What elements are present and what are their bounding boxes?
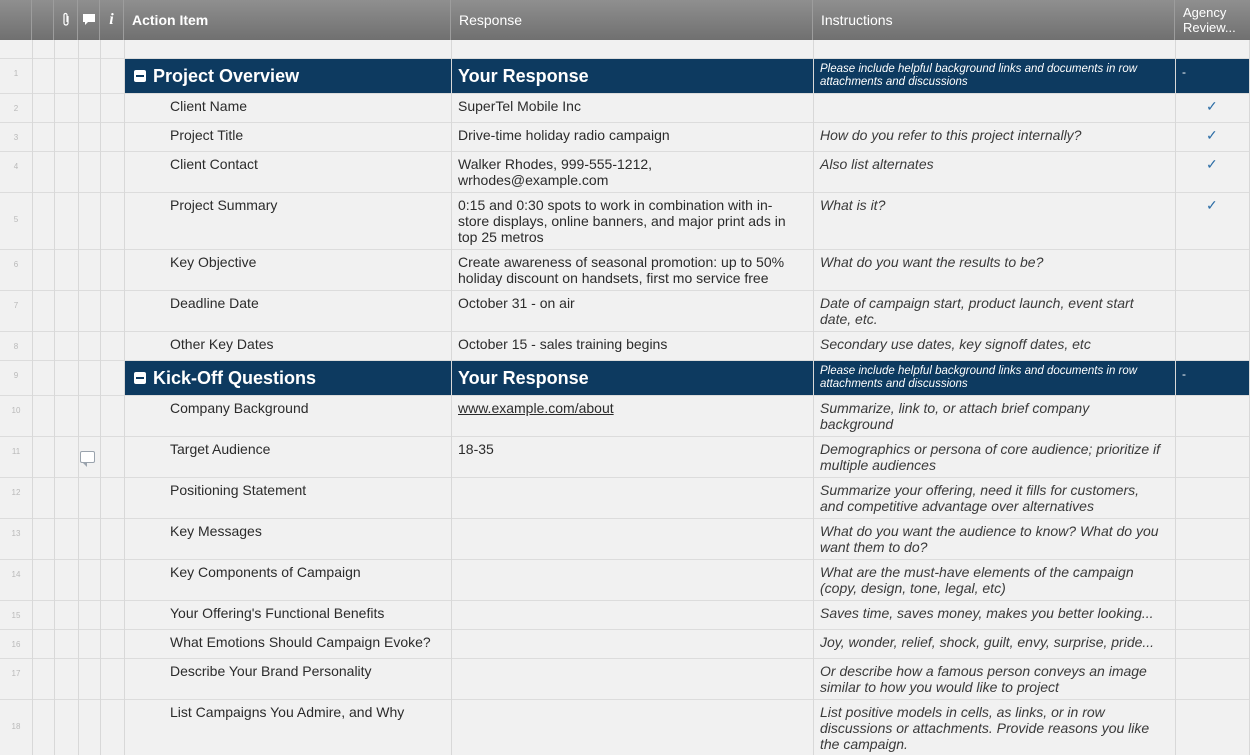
table-row[interactable] [0, 291, 1250, 332]
instructions-cell[interactable]: What do you want the results to be? [820, 254, 1044, 270]
row-number: 2 [13, 104, 19, 113]
row-number: 14 [11, 570, 21, 579]
instructions-cell[interactable]: Joy, wonder, relief, shock, guilt, envy, surprise, pride... [820, 634, 1155, 650]
response-cell[interactable]: October 31 - on air [458, 295, 575, 311]
section-title: Project Overview [153, 66, 300, 86]
response-header[interactable]: Response [451, 0, 813, 40]
section-review-value: - [1182, 65, 1186, 79]
instructions-cell[interactable]: What is it? [820, 197, 886, 213]
action-item-cell[interactable]: Project Summary [170, 197, 278, 213]
row-number-header [0, 0, 32, 40]
action-item-cell[interactable]: Client Name [170, 98, 248, 114]
row-action-header [32, 0, 54, 40]
action-item-cell[interactable]: List Campaigns You Admire, and Why [170, 704, 405, 720]
column-header-bar [0, 0, 1250, 41]
instructions-cell[interactable]: Summarize your offering, need it fills for customers, and competitive advantage over alternatives [820, 482, 1140, 514]
action-item-cell[interactable]: Positioning Statement [170, 482, 307, 498]
action-item-cell[interactable]: Key Messages [170, 523, 262, 539]
table-row[interactable] [0, 332, 1250, 361]
action-item-cell[interactable]: Company Background [170, 400, 309, 416]
response-cell[interactable]: Create awareness of seasonal promotion: up to 50% holiday discount on handsets, first mo service free [458, 254, 785, 286]
response-cell[interactable]: 0:15 and 0:30 spots to work in combination with in-store displays, online banners, and major print ads in top 25 metros [458, 197, 786, 245]
row-number: 7 [13, 301, 19, 310]
row-number: 3 [13, 133, 19, 142]
section-review-value: - [1182, 367, 1186, 381]
comments-column-header[interactable] [78, 0, 100, 40]
instructions-cell[interactable]: List positive models in cells, as links, or in row discussions or attachments. Provide reasons you like the campaign. [820, 704, 1150, 752]
response-cell[interactable] [458, 400, 803, 416]
row-number: 17 [11, 669, 21, 678]
response-cell[interactable]: 18-35 [458, 441, 494, 457]
row-number: 10 [11, 406, 21, 415]
row-number: 6 [13, 260, 19, 269]
blank-row [0, 40, 1250, 59]
row-number: 12 [11, 488, 21, 497]
action-item-cell[interactable]: Key Objective [170, 254, 257, 270]
table-row[interactable] [0, 437, 1250, 478]
checkmark-icon[interactable]: ✓ [1206, 156, 1218, 172]
section-row-kick-off-questions[interactable] [0, 361, 1250, 396]
table-row[interactable] [0, 560, 1250, 601]
action-item-cell[interactable]: What Emotions Should Campaign Evoke? [170, 634, 431, 650]
table-row[interactable] [0, 152, 1250, 193]
attachments-column-header[interactable] [54, 0, 78, 40]
grid-line [78, 40, 79, 755]
grid-line [1175, 40, 1176, 755]
table-row[interactable] [0, 193, 1250, 250]
action-item-cell[interactable]: Your Offering's Functional Benefits [170, 605, 385, 621]
action-item-cell[interactable]: Client Contact [170, 156, 258, 172]
instructions-cell[interactable]: Saves time, saves money, makes you better looking... [820, 605, 1154, 621]
section-title: Kick-Off Questions [153, 368, 317, 388]
instructions-header[interactable]: Instructions [813, 0, 1175, 40]
row-number: 8 [13, 342, 19, 351]
table-row[interactable] [0, 700, 1250, 755]
collapse-toggle-icon[interactable] [134, 70, 146, 82]
instructions-cell[interactable]: Demographics or persona of core audience; prioritize if multiple audiences [820, 441, 1161, 473]
table-row[interactable] [0, 250, 1250, 291]
paperclip-icon [61, 12, 71, 28]
response-cell[interactable]: Walker Rhodes, 999-555-1212, wrhodes@example.com [458, 156, 653, 188]
table-row[interactable] [0, 396, 1250, 437]
row-number: 1 [13, 69, 19, 78]
instructions-cell[interactable]: Secondary use dates, key signoff dates, etc [820, 336, 1091, 352]
response-link[interactable]: www.example.com/about [458, 400, 614, 416]
response-cell[interactable]: SuperTel Mobile Inc [458, 98, 581, 114]
table-row[interactable] [0, 123, 1250, 152]
action-item-cell[interactable]: Key Components of Campaign [170, 564, 361, 580]
response-cell[interactable]: Drive-time holiday radio campaign [458, 127, 670, 143]
table-row[interactable] [0, 659, 1250, 700]
action-item-cell[interactable]: Other Key Dates [170, 336, 274, 352]
instructions-cell[interactable]: Also list alternates [820, 156, 934, 172]
row-number: 16 [11, 640, 21, 649]
agency-review-header[interactable]: Agency Review... [1183, 5, 1236, 35]
response-cell[interactable]: October 15 - sales training begins [458, 336, 668, 352]
checkmark-icon[interactable]: ✓ [1206, 98, 1218, 114]
table-row[interactable] [0, 630, 1250, 659]
grid-line [32, 40, 33, 755]
grid-line [100, 40, 101, 755]
section-instructions: Please include helpful background links and documents in row attachments and discussions [820, 365, 1138, 390]
instructions-cell[interactable]: Summarize, link to, or attach brief company background [820, 400, 1090, 432]
grid-line [54, 40, 55, 755]
section-row-project-overview[interactable] [0, 59, 1250, 94]
row-number: 11 [11, 447, 21, 456]
table-row[interactable] [0, 478, 1250, 519]
table-row[interactable] [0, 519, 1250, 560]
row-number: 9 [13, 371, 19, 380]
action-item-cell[interactable]: Target Audience [170, 441, 271, 457]
row-number: 5 [13, 215, 19, 224]
instructions-cell[interactable]: Or describe how a famous person conveys an image similar to how you would like to project [820, 663, 1147, 695]
row-number: 4 [13, 162, 19, 171]
table-row[interactable] [0, 601, 1250, 630]
instructions-cell[interactable]: What are the must-have elements of the campaign (copy, design, tone, legal, etc) [820, 564, 1134, 596]
grid-line [451, 40, 452, 755]
info-icon[interactable]: i [100, 0, 124, 40]
action-item-cell[interactable]: Project Title [170, 127, 244, 143]
checkmark-icon[interactable]: ✓ [1206, 127, 1218, 143]
table-row[interactable] [0, 94, 1250, 123]
instructions-cell[interactable]: What do you want the audience to know? What do you want them to do? [820, 523, 1159, 555]
comment-icon [82, 13, 96, 27]
action-item-cell[interactable]: Describe Your Brand Personality [170, 663, 372, 679]
action-item-header[interactable]: Action Item [124, 0, 451, 40]
instructions-cell[interactable]: Date of campaign start, product launch, event start date, etc. [820, 295, 1134, 327]
action-item-cell[interactable]: Deadline Date [170, 295, 259, 311]
collapse-toggle-icon[interactable] [134, 372, 146, 384]
instructions-cell[interactable]: How do you refer to this project internally? [820, 127, 1082, 143]
section-response-label: Your Response [458, 368, 589, 388]
section-instructions: Please include helpful background links and documents in row attachments and discussions [820, 63, 1138, 88]
section-response-label: Your Response [458, 66, 589, 86]
row-number: 18 [11, 722, 21, 731]
row-number: 13 [11, 529, 21, 538]
grid-line [124, 40, 125, 755]
row-number: 15 [11, 611, 21, 620]
grid-line [813, 40, 814, 755]
checkmark-icon[interactable]: ✓ [1206, 197, 1218, 213]
comment-icon[interactable] [80, 451, 95, 463]
